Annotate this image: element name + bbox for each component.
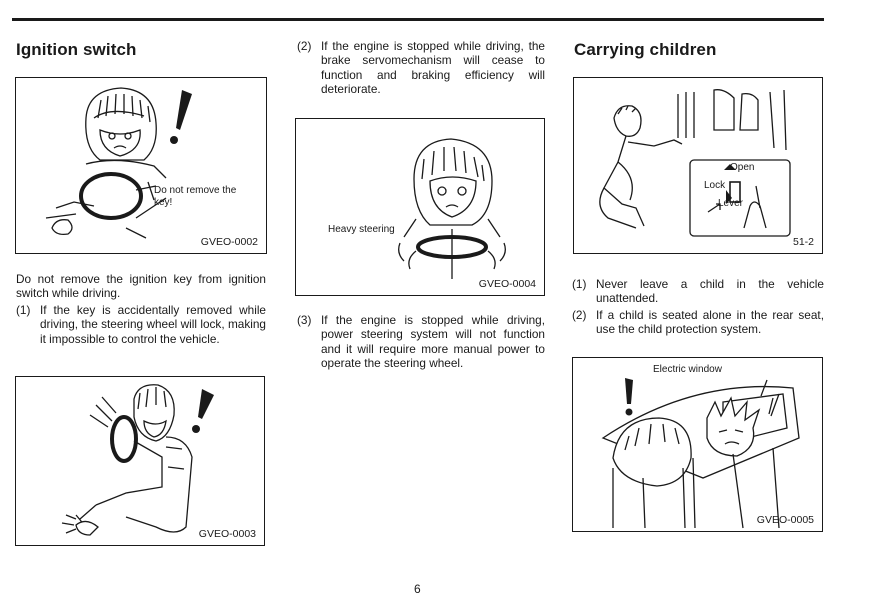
heavy-steering-illustration [296,119,545,296]
list-item [297,313,545,375]
figure-child-lock [573,77,823,254]
item-text: If the engine is stopped while driving, the brake servomechanism will cease to function and braking efficiency will deteriorate. [321,39,545,96]
exclamation-icon [198,389,214,419]
top-rule [12,18,824,21]
child-lock-illustration [574,78,823,254]
figure-code: GVEO-0002 [200,236,258,248]
figure-driver-braking [15,376,265,546]
figure-do-not-remove-key [15,77,267,254]
caption-do-not-remove-key: Do not remove the key! [154,185,237,208]
item-text: Never leave a child in the vehicle unattended. [596,277,824,306]
heading-carrying-children: Carrying children [574,40,717,59]
figure-code: 51-2 [792,236,814,248]
exclamation-icon [625,378,633,404]
list-item [572,277,824,307]
electric-window-illustration [573,358,823,532]
driver-braking-illustration [16,377,265,546]
item-number: (2) [297,39,312,53]
figure-heavy-steering [295,118,545,296]
label-open: Open [730,162,755,173]
item-text: If the engine is stopped while driving, power steering system will not function and it will require more manual power to operate the steering wheel. [321,313,545,370]
item-text: If a child is seated alone in the rear seat, use the child protection system. [596,308,824,337]
caption-heavy-steering: Heavy steering [328,224,395,235]
list-item [16,303,266,363]
list-item [572,308,824,338]
figure-code: GVEO-0004 [478,278,536,290]
item-number: (1) [572,277,587,291]
caption-electric-window: Electric window [653,364,722,375]
list-item [297,39,545,101]
figure-code: GVEO-0003 [198,528,256,540]
item-text: If the key is accidentally removed while driving, the steering wheel will lock, making it impossible to control the vehicle. [40,303,266,346]
intro-paragraph: Do not remove the ignition key from ignition switch while driving. [16,272,266,301]
label-lock: Lock [704,180,726,191]
label-lever: Lever [718,198,744,209]
figure-electric-window [572,357,823,532]
item-number: (3) [297,313,312,327]
item-number: (2) [572,308,587,322]
item-number: (1) [16,303,31,317]
heading-ignition-switch: Ignition switch [16,40,137,59]
exclamation-icon [176,90,192,130]
figure-code: GVEO-0005 [756,514,814,526]
driver-with-key-illustration [16,78,267,254]
page-number: 6 [414,582,421,596]
